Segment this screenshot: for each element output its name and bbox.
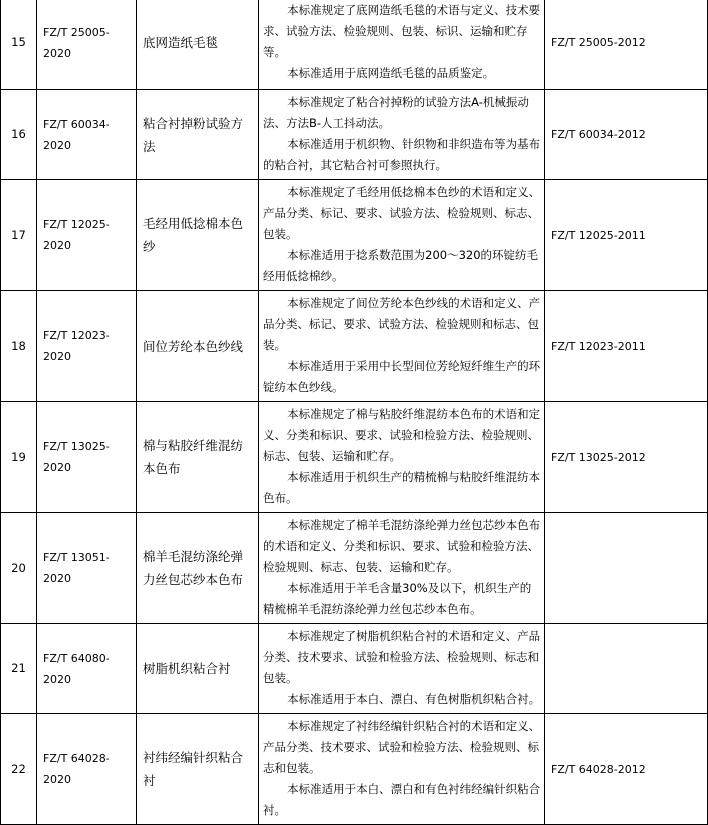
standard-code: FZ/T 64028-2020	[37, 714, 137, 825]
standard-name: 棉与粘胶纤维混纺本色布	[137, 402, 259, 513]
standard-name: 树脂机织粘合衬	[137, 624, 259, 714]
standard-description	[259, 714, 545, 825]
standard-description	[259, 291, 545, 402]
standard-code: FZ/T 25005-2020	[37, 0, 137, 90]
applicability-text: 本标准适用于本白、漂白、有色树脂机织粘合衬。	[287, 692, 541, 706]
scope-text: 本标准规定了棉与粘胶纤维混纺本色布的术语和定义、分类和标识、要求、试验和检验方法、检验规则、标志、包装、运输和贮存。	[263, 407, 541, 463]
table-row	[1, 291, 708, 402]
replaced-standard: FZ/T 12025-2011	[545, 180, 708, 291]
applicability-text: 本标准适用于捻系数范围为200～320的环锭纺毛经用低捻棉纱。	[263, 248, 539, 283]
standard-code: FZ/T 13025-2020	[37, 402, 137, 513]
standard-description	[259, 624, 545, 714]
applicability-text: 本标准适用于采用中长型间位芳纶短纤维生产的环锭纺本色纱线。	[263, 359, 541, 394]
row-number: 20	[1, 513, 37, 624]
standard-name: 衬纬经编针织粘合衬	[137, 714, 259, 825]
row-number: 18	[1, 291, 37, 402]
table-row	[1, 180, 708, 291]
row-number: 17	[1, 180, 37, 291]
replaced-standard: FZ/T 12023-2011	[545, 291, 708, 402]
standard-code: FZ/T 12023-2020	[37, 291, 137, 402]
replaced-standard	[545, 624, 708, 714]
applicability-text: 本标准适用于底网造纸毛毯的品质鉴定。	[287, 66, 495, 80]
standard-name: 粘合衬掉粉试验方法	[137, 90, 259, 180]
applicability-text: 本标准适用于机织生产的精梳棉与粘胶纤维混纺本色布。	[263, 470, 541, 505]
scope-text: 本标准规定了毛经用低捻棉本色纱的术语和定义、产品分类、标记、要求、试验方法、检验规则、标志、包装。	[263, 185, 541, 241]
applicability-text: 本标准适用于本白、漂白和有色衬纬经编针织粘合衬。	[263, 782, 541, 817]
standard-code: FZ/T 13051-2020	[37, 513, 137, 624]
standard-description	[259, 90, 545, 180]
replaced-standard: FZ/T 64028-2012	[545, 714, 708, 825]
standard-code: FZ/T 64080-2020	[37, 624, 137, 714]
table-row	[1, 0, 708, 90]
row-number: 19	[1, 402, 37, 513]
scope-text: 本标准规定了衬纬经编针织粘合衬的术语和定义、产品分类、技术要求、试验和检验方法、检验规则、标志和包装。	[263, 719, 541, 775]
table-row	[1, 513, 708, 624]
table-row	[1, 714, 708, 825]
standard-description	[259, 513, 545, 624]
standard-name: 毛经用低捻棉本色纱	[137, 180, 259, 291]
row-number: 16	[1, 90, 37, 180]
table-row	[1, 90, 708, 180]
replaced-standard	[545, 513, 708, 624]
scope-text: 本标准规定了树脂机织粘合衬的术语和定义、产品分类、技术要求、试验和检验方法、检验规则、标志和包装。	[263, 629, 541, 685]
row-number: 21	[1, 624, 37, 714]
replaced-standard: FZ/T 60034-2012	[545, 90, 708, 180]
applicability-text: 本标准适用于机织物、针织物和非织造布等为基布的粘合衬，其它粘合衬可参照执行。	[263, 137, 541, 172]
standard-code: FZ/T 12025-2020	[37, 180, 137, 291]
replaced-standard: FZ/T 25005-2012	[545, 0, 708, 90]
standard-name: 棉羊毛混纺涤纶弹力丝包芯纱本色布	[137, 513, 259, 624]
standard-code: FZ/T 60034-2020	[37, 90, 137, 180]
scope-text: 本标准规定了棉羊毛混纺涤纶弹力丝包芯纱本色布的术语和定义、分类和标识、要求、试验和检验方法、检验规则、标志、包装、运输和贮存。	[263, 518, 541, 574]
scope-text: 本标准规定了间位芳纶本色纱线的术语和定义、产品分类、标记、要求、试验方法、检验规则和标志、包装。	[263, 296, 541, 352]
row-number: 15	[1, 0, 37, 90]
standard-name: 底网造纸毛毯	[137, 0, 259, 90]
scope-text: 本标准规定了粘合衬掉粉的试验方法A-机械振动法、方法B-人工抖动法。	[263, 95, 529, 130]
table-row	[1, 402, 708, 513]
applicability-text: 本标准适用于羊毛含量30%及以下，机织生产的精梳棉羊毛混纺涤纶弹力丝包芯纱本色布。	[263, 581, 532, 616]
standard-description	[259, 402, 545, 513]
standard-description	[259, 0, 545, 90]
standard-description	[259, 180, 545, 291]
scope-text: 本标准规定了底网造纸毛毯的术语与定义、技术要求、试验方法、检验规则、包装、标识、运输和贮存等。	[263, 3, 541, 59]
replaced-standard: FZ/T 13025-2012	[545, 402, 708, 513]
row-number: 22	[1, 714, 37, 825]
table-row	[1, 624, 708, 714]
standard-name: 间位芳纶本色纱线	[137, 291, 259, 402]
